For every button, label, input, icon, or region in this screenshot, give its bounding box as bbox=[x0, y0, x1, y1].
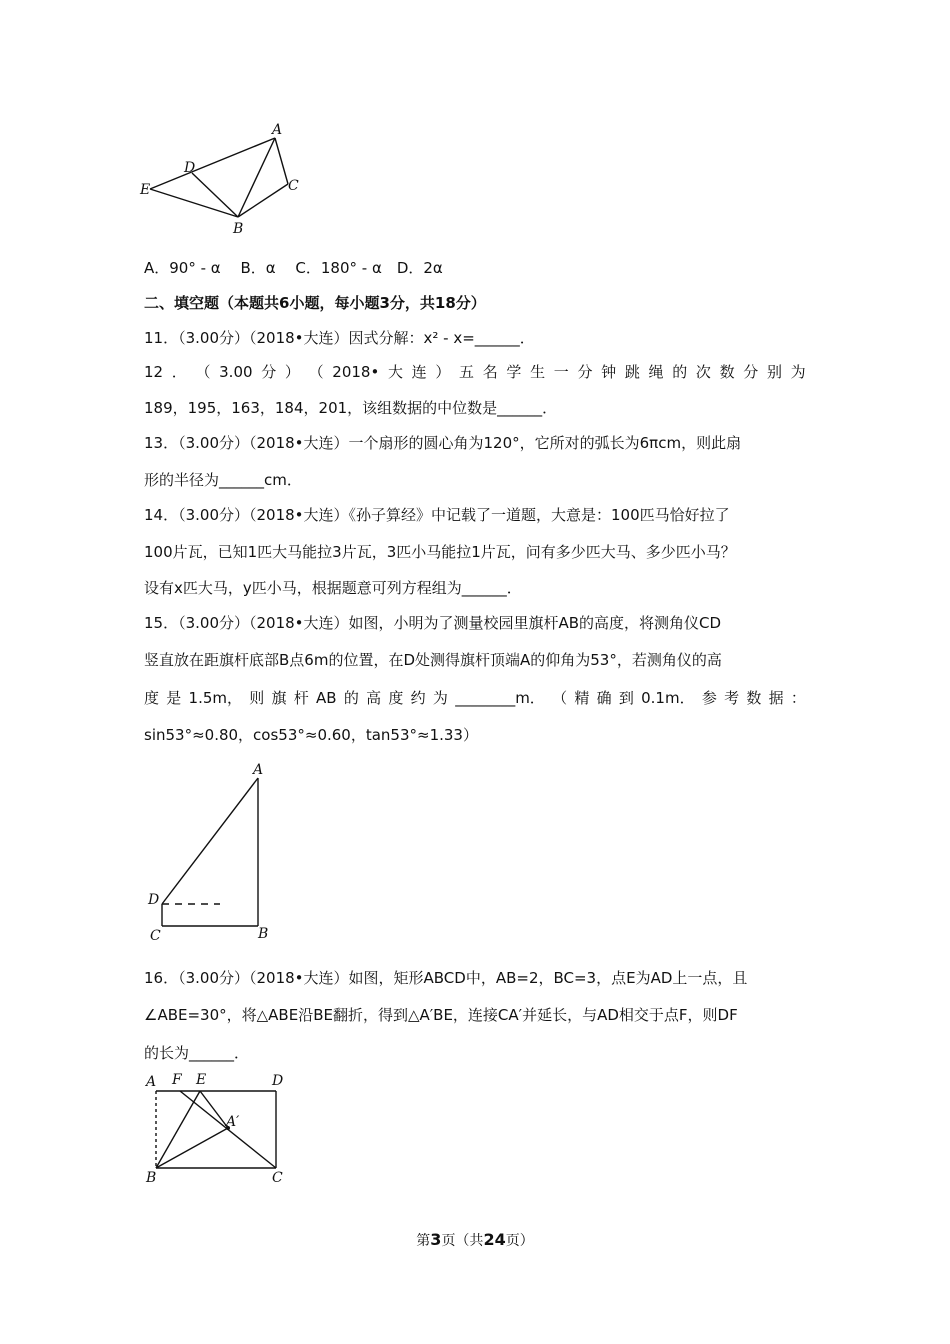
footer-post: 页） bbox=[505, 1233, 534, 1249]
fig3-label-d: D bbox=[272, 1073, 284, 1089]
fig2-label-b: B bbox=[258, 926, 269, 942]
justified-token: 绳 bbox=[648, 363, 664, 381]
q11-text: 11．（3.00分）（2018•大连）因式分解：x² - x=______． bbox=[144, 329, 535, 347]
figure-rectangle-fold bbox=[140, 1070, 300, 1190]
justified-token: 的 bbox=[672, 363, 688, 381]
q13-line-1: 13．（3.00分）（2018•大连）一个扇形的圆心角为120°，它所对的弧长为6πcm，则此扇 bbox=[144, 434, 742, 452]
fig1-label-b: B bbox=[233, 221, 244, 237]
fig1-label-a: A bbox=[272, 122, 283, 138]
justified-token: 分 bbox=[577, 363, 593, 381]
justified-token: ） bbox=[435, 363, 451, 381]
footer-pre: 第 bbox=[416, 1233, 431, 1249]
justified-token: 为 bbox=[790, 363, 806, 381]
fig3-label-e: E bbox=[196, 1072, 207, 1088]
justified-token: 2018• bbox=[332, 363, 380, 381]
q15-line-4: sin53°≈0.80，cos53°≈0.60，tan53°≈1.33） bbox=[144, 726, 478, 744]
justified-token: 一 bbox=[553, 363, 569, 381]
justified-token: 度 bbox=[144, 689, 160, 707]
footer-page-number: 3 bbox=[430, 1230, 442, 1249]
justified-token: （ bbox=[308, 363, 324, 381]
justified-token: 分 bbox=[743, 363, 759, 381]
justified-token: 大 bbox=[387, 363, 403, 381]
justified-token: 高 bbox=[366, 689, 382, 707]
section-title: 二、填空题（本题共6小题，每小题3分，共18分） bbox=[144, 294, 486, 312]
justified-token: 次 bbox=[695, 363, 711, 381]
q12-line-2: 189，195，163，184，201，该组数据的中位数是______． bbox=[144, 399, 558, 417]
q16-line-2: ∠ABE=30°，将△ABE沿BE翻折，得到△A′BE，连接CA′并延长，与AD相交于点F，则DF bbox=[144, 1006, 738, 1024]
justified-token: 钟 bbox=[601, 363, 617, 381]
fig2-label-d: D bbox=[148, 892, 160, 908]
justified-token: 据 bbox=[768, 689, 784, 707]
justified-token: 精 bbox=[574, 689, 590, 707]
justified-token: 是 bbox=[166, 689, 182, 707]
justified-token: 学 bbox=[506, 363, 522, 381]
q15-line-1: 15．（3.00分）（2018•大连）如图，小明为了测量校园里旗杆AB的高度，将测角仪CD bbox=[144, 614, 722, 632]
fig1-label-d: D bbox=[184, 160, 196, 176]
justified-token: ） bbox=[284, 363, 300, 381]
q14-line-3: 设有x匹大马，y匹小马，根据题意可列方程组为______． bbox=[144, 579, 522, 597]
justified-token: 考 bbox=[724, 689, 740, 707]
justified-token: ． bbox=[171, 363, 187, 381]
q12-line-1 bbox=[144, 362, 806, 382]
justified-token: ： bbox=[790, 689, 806, 707]
fig1-label-e: E bbox=[140, 182, 151, 198]
q14-line-2: 100片瓦，已知1匹大马能拉3片瓦，3匹小马能拉1片瓦，问有多少匹大马、多少匹小马？ bbox=[144, 543, 736, 561]
justified-token: ________m． bbox=[455, 689, 545, 707]
fig3-label-f: F bbox=[172, 1072, 182, 1088]
justified-token: 则 bbox=[249, 689, 265, 707]
justified-token: 12 bbox=[144, 363, 164, 381]
justified-token: 数 bbox=[719, 363, 735, 381]
justified-token: 别 bbox=[766, 363, 782, 381]
justified-token: 0.1m． bbox=[641, 689, 695, 707]
justified-token: 1.5m， bbox=[188, 689, 242, 707]
figure-quadrilateral bbox=[138, 118, 318, 240]
justified-token: 确 bbox=[596, 689, 612, 707]
fig3-label-c: C bbox=[272, 1170, 283, 1186]
q13-line-2: 形的半径为______cm． bbox=[144, 471, 302, 489]
justified-token: （ bbox=[195, 363, 211, 381]
fig3-label-a: A bbox=[146, 1074, 157, 1090]
fig2-label-c: C bbox=[150, 928, 161, 944]
justified-token: 的 bbox=[343, 689, 359, 707]
footer-mid: 页（共 bbox=[441, 1233, 484, 1249]
justified-token: 旗 bbox=[271, 689, 287, 707]
q16-line-3: 的长为______． bbox=[144, 1044, 250, 1062]
justified-token: （ bbox=[552, 689, 568, 707]
justified-token: 3.00 bbox=[219, 363, 253, 381]
justified-token: 分 bbox=[261, 363, 277, 381]
justified-token: 度 bbox=[388, 689, 404, 707]
q16-line-1: 16．（3.00分）（2018•大连）如图，矩形ABCD中，AB=2，BC=3，点E为AD上一点，且 bbox=[144, 969, 748, 987]
q14-line-1: 14．（3.00分）（2018•大连）《孙子算经》中记载了一道题，大意是：100匹马恰好拉了 bbox=[144, 506, 730, 524]
justified-token: 五 bbox=[459, 363, 475, 381]
q10-options: A．90° - α B．α C．180° - α D．2α bbox=[144, 259, 443, 277]
justified-token: AB bbox=[316, 689, 337, 707]
page-footer bbox=[0, 1230, 950, 1250]
justified-token: 名 bbox=[482, 363, 498, 381]
justified-token: 跳 bbox=[624, 363, 640, 381]
fig1-label-c: C bbox=[288, 178, 299, 194]
q15-line-3 bbox=[144, 688, 806, 708]
fig2-label-a: A bbox=[253, 762, 264, 778]
fig3-label-b: B bbox=[146, 1170, 157, 1186]
justified-token: 生 bbox=[530, 363, 546, 381]
justified-token: 杆 bbox=[293, 689, 309, 707]
footer-total-pages: 24 bbox=[483, 1230, 506, 1249]
justified-token: 为 bbox=[432, 689, 448, 707]
justified-token: 参 bbox=[701, 689, 717, 707]
justified-token: 约 bbox=[410, 689, 426, 707]
justified-token: 数 bbox=[746, 689, 762, 707]
justified-token: 连 bbox=[411, 363, 427, 381]
q15-line-2: 竖直放在距旗杆底部B点6m的位置，在D处测得旗杆顶端A的仰角为53°，若测角仪的高 bbox=[144, 651, 722, 669]
fig3-label-a-prime: A′ bbox=[226, 1114, 240, 1130]
justified-token: 到 bbox=[618, 689, 634, 707]
figure-flagpole bbox=[140, 758, 280, 948]
